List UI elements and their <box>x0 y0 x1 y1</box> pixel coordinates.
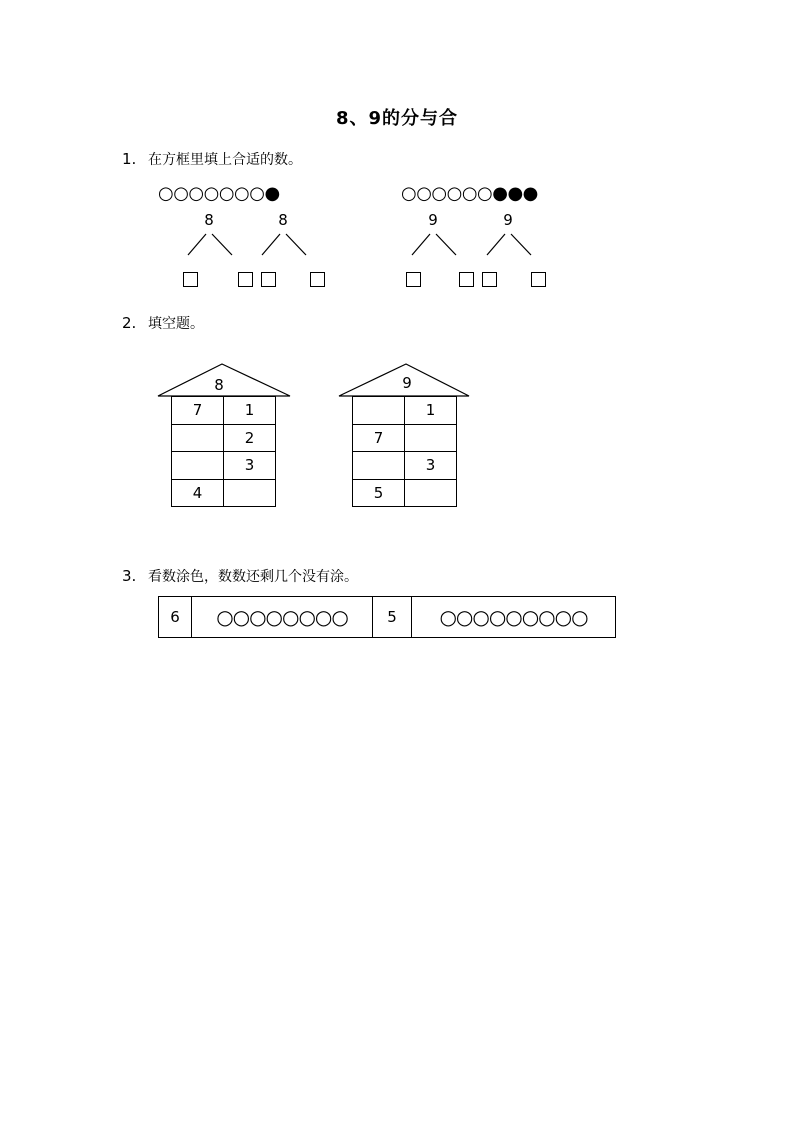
house-cell[interactable]: 3 <box>224 452 276 480</box>
house-roof-number: 9 <box>402 374 412 392</box>
coloring-circles[interactable] <box>412 597 615 637</box>
house-cell[interactable] <box>172 452 224 480</box>
answer-box[interactable] <box>310 272 325 287</box>
answer-box[interactable] <box>406 272 421 287</box>
house-cell[interactable]: 7 <box>353 424 405 452</box>
house-table-8 <box>171 396 276 507</box>
answer-box[interactable] <box>459 272 474 287</box>
coloring-table <box>158 596 616 638</box>
question-number: 1. <box>122 150 137 168</box>
tree-branches <box>0 0 794 300</box>
house-roof-number: 8 <box>214 376 224 394</box>
tree-top-number: 8 <box>278 211 288 229</box>
branch-line <box>511 234 531 255</box>
table-row <box>353 452 457 480</box>
question-3 <box>122 566 358 586</box>
house-cell[interactable] <box>405 479 457 507</box>
question-number: 2. <box>122 314 137 332</box>
circle-row-9: ○○○○○○●●● <box>401 183 538 204</box>
circle-row[interactable]: ○○○○○○○○○ <box>439 605 588 629</box>
answer-box[interactable] <box>238 272 253 287</box>
answer-box[interactable] <box>482 272 497 287</box>
tree-top-number: 9 <box>428 211 438 229</box>
house-cell[interactable] <box>353 397 405 425</box>
house-cell[interactable]: 2 <box>224 424 276 452</box>
page-title: 8、9的分与合 <box>335 108 459 129</box>
table-row <box>172 424 276 452</box>
house-cell[interactable] <box>224 479 276 507</box>
house-cell[interactable]: 1 <box>224 397 276 425</box>
house-cell[interactable] <box>353 452 405 480</box>
coloring-circles[interactable] <box>192 597 373 637</box>
answer-box[interactable] <box>261 272 276 287</box>
house-cell[interactable]: 7 <box>172 397 224 425</box>
coloring-number: 5 <box>373 597 412 637</box>
table-row <box>172 452 276 480</box>
branch-line <box>212 234 232 255</box>
table-row <box>172 397 276 425</box>
house-table-9 <box>352 396 457 507</box>
branch-line <box>487 234 505 255</box>
question-text: 填空题。 <box>148 316 204 332</box>
tree-top-number: 9 <box>503 211 513 229</box>
branch-line <box>436 234 456 255</box>
table-row <box>353 424 457 452</box>
question-2 <box>122 313 204 333</box>
question-number: 3. <box>122 567 137 585</box>
house-cell[interactable] <box>405 424 457 452</box>
coloring-number: 6 <box>159 597 192 637</box>
answer-box[interactable] <box>531 272 546 287</box>
tree-top-number: 8 <box>204 211 214 229</box>
table-row <box>353 397 457 425</box>
circle-row-8: ○○○○○○○● <box>158 183 280 204</box>
house-cell[interactable]: 4 <box>172 479 224 507</box>
circle-row[interactable]: ○○○○○○○○ <box>216 605 348 629</box>
branch-line <box>262 234 280 255</box>
branch-line <box>286 234 306 255</box>
answer-box[interactable] <box>183 272 198 287</box>
table-row <box>353 479 457 507</box>
question-text: 看数涂色，数数还剩几个没有涂。 <box>148 569 358 585</box>
branch-line <box>188 234 206 255</box>
house-cell[interactable]: 5 <box>353 479 405 507</box>
question-text: 在方框里填上合适的数。 <box>148 152 302 168</box>
house-cell[interactable]: 1 <box>405 397 457 425</box>
table-row <box>172 479 276 507</box>
house-cell[interactable] <box>172 424 224 452</box>
branch-line <box>412 234 430 255</box>
house-cell[interactable]: 3 <box>405 452 457 480</box>
